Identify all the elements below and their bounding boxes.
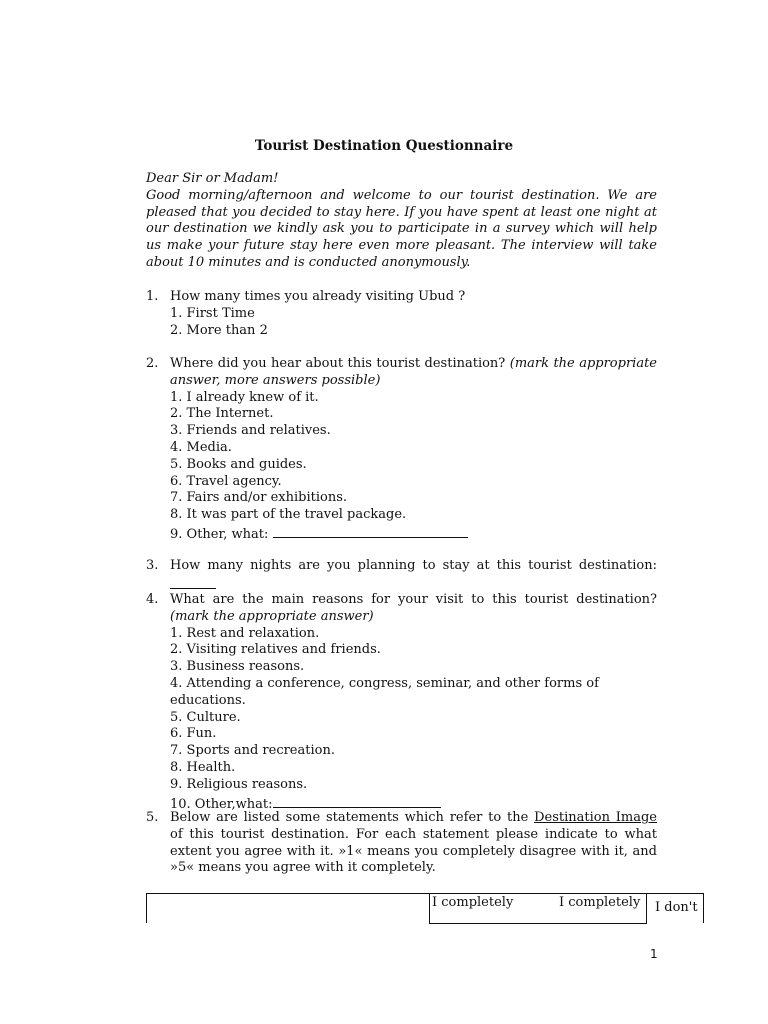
- scale-left-label: I completely: [432, 895, 514, 910]
- rating-table-header: [146, 893, 704, 923]
- question-main-text: How many nights are you planning to stay at this tourist destination:: [170, 558, 657, 573]
- question-2: [146, 356, 657, 544]
- option-item[interactable]: 1. First Time: [170, 305, 255, 321]
- question-text: How many times you already visiting Ubud ?: [170, 289, 466, 304]
- document-title: Tourist Destination Questionnaire: [254, 138, 514, 154]
- other-answer-blank[interactable]: [273, 794, 441, 808]
- option-item[interactable]: 9. Religious reasons.: [170, 776, 308, 792]
- option-item-other[interactable]: [170, 524, 657, 544]
- option-item[interactable]: 6. Fun.: [170, 726, 217, 742]
- question-4: [146, 592, 657, 813]
- question-text: [170, 558, 657, 595]
- option-item[interactable]: 2. Visiting relatives and friends.: [170, 642, 381, 658]
- dont-know-column-header: I don't: [655, 900, 698, 915]
- scale-right-label: I completely: [559, 895, 641, 910]
- option-item[interactable]: 4. Attending a conference, congress, seminar, and other forms of educations.: [170, 675, 599, 708]
- option-item[interactable]: 1. I already knew of it.: [170, 389, 319, 405]
- option-item[interactable]: 7. Sports and recreation.: [170, 743, 335, 759]
- question-text-part: of this tourist destination. For each statement please indicate to what extent you agree with it. »1« means you completely disagree with it, and »5« means you agree with it completely.: [170, 826, 657, 876]
- option-other-label: 9. Other, what:: [170, 526, 269, 542]
- intro-text: Good morning/afternoon and welcome to our tourist destination. We are pleased that you decided to stay here. If you have spent at least one night at our destination we kindly ask you to participate in a survey which will help us make your future stay here even more pleasant. The interview will take about 10 minutes and is conducted anonymously.: [146, 187, 657, 270]
- option-other-label: 10. Other,what:: [170, 796, 273, 812]
- scale-column-header: [429, 894, 647, 924]
- question-text: [170, 356, 657, 390]
- question-number: 2.: [146, 356, 159, 371]
- option-item[interactable]: 5. Culture.: [170, 709, 241, 725]
- question-1: [146, 289, 657, 339]
- option-item[interactable]: 8. Health.: [170, 759, 236, 775]
- option-item[interactable]: 6. Travel agency.: [170, 473, 282, 489]
- option-item[interactable]: 7. Fairs and/or exhibitions.: [170, 490, 348, 506]
- question-5: [146, 810, 657, 877]
- destination-image-term: Destination Image: [534, 810, 657, 825]
- option-item[interactable]: 5. Books and guides.: [170, 456, 307, 472]
- question-note: (mark the appropriate answer): [170, 608, 374, 624]
- option-item[interactable]: 2. The Internet.: [170, 406, 274, 422]
- option-item[interactable]: 1. Rest and relaxation.: [170, 625, 320, 641]
- question-text: [170, 810, 657, 877]
- intro-greeting: Dear Sir or Madam!: [146, 171, 279, 186]
- question-text-part: Below are listed some statements which refer to the: [170, 810, 535, 825]
- option-item[interactable]: 3. Business reasons.: [170, 659, 305, 675]
- question-number: 5.: [146, 810, 159, 825]
- question-main-text: Where did you hear about this tourist destination?: [170, 356, 506, 371]
- statement-column-header: [147, 894, 430, 924]
- question-main-text: What are the main reasons for your visit to this tourist destination?: [170, 592, 657, 607]
- intro-paragraph: [146, 171, 657, 272]
- question-number: 1.: [146, 289, 159, 304]
- question-3: [146, 558, 657, 595]
- question-number: 3.: [146, 558, 159, 573]
- question-number: 4.: [146, 592, 159, 607]
- question-note: (mark the appropriate answer, more answers possible): [170, 356, 657, 388]
- nights-answer-blank[interactable]: [170, 575, 216, 589]
- option-list: [170, 306, 657, 340]
- option-item[interactable]: 4. Media.: [170, 439, 232, 455]
- option-list: [170, 390, 657, 544]
- question-text: [170, 592, 657, 626]
- option-item[interactable]: 2. More than 2: [170, 322, 268, 338]
- other-answer-blank[interactable]: [273, 524, 468, 538]
- page-number: 1: [650, 947, 658, 961]
- option-item[interactable]: 3. Friends and relatives.: [170, 423, 331, 439]
- option-item[interactable]: 8. It was part of the travel package.: [170, 507, 407, 523]
- option-list: [170, 626, 657, 814]
